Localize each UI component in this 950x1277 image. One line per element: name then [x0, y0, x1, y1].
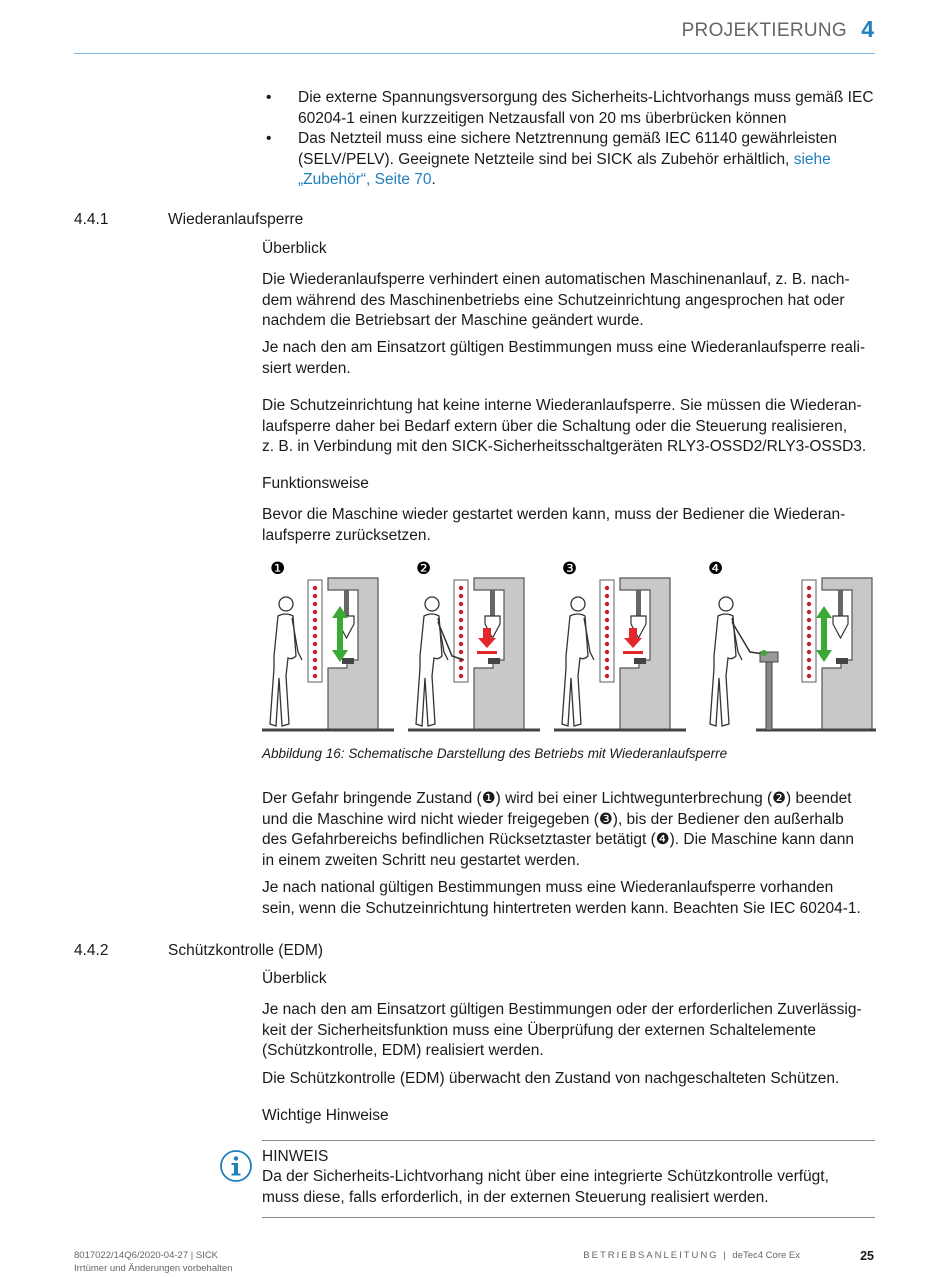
text-line: laufsperre zurücksetzen.: [262, 526, 431, 544]
paragraph: [262, 1000, 874, 1062]
figure-caption: Abbildung 16: Schematische Darstellung des Betriebs mit Wiederanlaufsperre: [262, 746, 728, 761]
list-item: [262, 129, 874, 191]
text-line: muss diese, falls erforderlich, in der externen Steuerung realisiert werden.: [262, 1188, 769, 1206]
section-number: 4.4.1: [74, 211, 109, 228]
text-line: Bevor die Maschine wieder gestartet werden kann, muss der Bediener die Wiederan-: [262, 506, 846, 523]
text-line: z. B. in Verbindung mit den SICK-Sicherheitsschaltgeräten RLY3-OSSD2/RLY3-OSSD3.: [262, 438, 867, 455]
chapter-title: PROJEKTIERUNG: [681, 20, 847, 41]
footer-product-name: deTec4 Core Ex: [732, 1250, 800, 1261]
bullet-text: Das Netzteil muss eine sichere Netztrennung gemäß IEC 61140 gewährleisten (SELV/PELV). Geeignete Netzteile sind bei SICK als Zubehör erhältlich,: [298, 130, 838, 168]
step-marker-3: ❸: [562, 559, 578, 579]
step-marker-4: ❹: [708, 559, 724, 579]
panel-3: [554, 578, 686, 730]
panel-4: [710, 578, 876, 730]
subheading-overview: Überblick: [262, 240, 327, 257]
green-arrow-icon: [816, 606, 832, 662]
text-line: nachdem die Betriebsart der Maschine geändert wurde.: [262, 312, 644, 329]
bullet-end: .: [431, 171, 436, 188]
text-line: Die Schützkontrolle (EDM) überwacht den Zustand von nachgeschalteten Schützen.: [262, 1070, 840, 1087]
chapter-number: 4: [861, 16, 874, 42]
paragraph: [262, 270, 874, 332]
panel-2: [408, 578, 540, 730]
text-line: Die Schutzeinrichtung hat keine interne Wiederanlaufsperre. Sie müssen die Wiederan-: [262, 397, 862, 414]
note-label: HINWEIS: [262, 1148, 329, 1165]
header-rule: [74, 53, 875, 54]
paragraph: [262, 789, 874, 871]
text-line: Je nach national gültigen Bestimmungen muss eine Wiederanlaufsperre vorhanden: [262, 879, 834, 896]
paragraph: [262, 1069, 874, 1090]
paragraph: [262, 338, 874, 379]
text-line: und die Maschine wird nicht wieder freigegeben (❸), bis der Bediener den außerhalb: [262, 810, 844, 828]
paragraph: [262, 396, 874, 458]
text-line: Der Gefahr bringende Zustand (❶) wird bei einer Lichtwegunterbrechung (❷) beendet: [262, 790, 852, 807]
paragraph: [262, 505, 874, 546]
note-text: [262, 1167, 874, 1208]
footer-doc-id: 8017022/14Q6/2020-04-27 | SICK: [74, 1250, 219, 1261]
section-title: Wiederanlaufsperre: [168, 211, 304, 228]
text-line: (Schützkontrolle, EDM) realisiert werden.: [262, 1042, 544, 1059]
list-item: [262, 88, 874, 129]
panel-1: [262, 578, 394, 730]
text-line: Die Wiederanlaufsperre verhindert einen automatischen Maschinenanlauf, z. B. nach-: [262, 271, 850, 288]
footer-product: [583, 1250, 800, 1261]
note-rule-top: [262, 1140, 875, 1141]
section-number: 4.4.2: [74, 942, 109, 959]
text-line: dem während des Maschinenbetriebs eine Schutzeinrichtung angesprochen hat oder: [262, 291, 845, 309]
footer-doc-info: [74, 1249, 232, 1275]
page-number: 25: [860, 1249, 874, 1263]
bullet-marker: •: [266, 130, 272, 147]
restart-interlock-figure: [262, 556, 876, 736]
footer-disclaimer: Irrtümer und Änderungen vorbehalten: [74, 1263, 233, 1274]
text-line: Je nach den am Einsatzort gültigen Bestimmungen muss eine Wiederanlaufsperre reali-: [262, 339, 866, 356]
text-line: keit der Sicherheitsfunktion muss eine Überprüfung der externen Schaltelemente: [262, 1021, 817, 1039]
text-line: in einem zweiten Schritt neu gestartet werden.: [262, 851, 580, 869]
section-title: Schützkontrolle (EDM): [168, 942, 324, 959]
bullet-text: Die externe Spannungsversorgung des Sicherheits-Lichtvorhangs muss gemäß IEC 60204-1 einen kurzzeitigen Netzausfall von 20 ms überbrücken können: [298, 89, 874, 127]
paragraph: [262, 878, 874, 919]
text-line: Je nach den am Einsatzort gültigen Bestimmungen oder der erforderlichen Zuverlässig-: [262, 1001, 862, 1018]
footer-doc-type: BETRIEBSANLEITUNG |: [583, 1250, 733, 1261]
text-line: siert werden.: [262, 359, 351, 377]
step-marker-1: ❶: [270, 559, 286, 579]
bullet-list: [262, 88, 874, 191]
subheading-notes: Wichtige Hinweise: [262, 1107, 389, 1124]
text-line: Da der Sicherheits-Lichtvorhang nicht über eine integrierte Schützkontrolle verfügt,: [262, 1168, 829, 1185]
text-line: des Gefahrbereichs befindlichen Rücksetztaster betätigt (❹). Die Maschine kann dann: [262, 831, 855, 848]
text-line: laufsperre daher bei Bedarf extern über die Schaltung oder die Steuerung realisieren,: [262, 417, 848, 435]
note-rule-bottom: [262, 1217, 875, 1218]
info-icon: [219, 1149, 253, 1183]
step-marker-2: ❷: [416, 559, 432, 579]
subheading-overview: Überblick: [262, 970, 327, 987]
text-line: sein, wenn die Schutzeinrichtung hintertreten werden kann. Beachten Sie IEC 60204-1.: [262, 899, 861, 917]
bullet-marker: •: [266, 89, 272, 106]
accessories-link[interactable]: siehe „Zubehör“, Seite 70: [298, 150, 831, 188]
subheading-function: Funktionsweise: [262, 475, 369, 492]
